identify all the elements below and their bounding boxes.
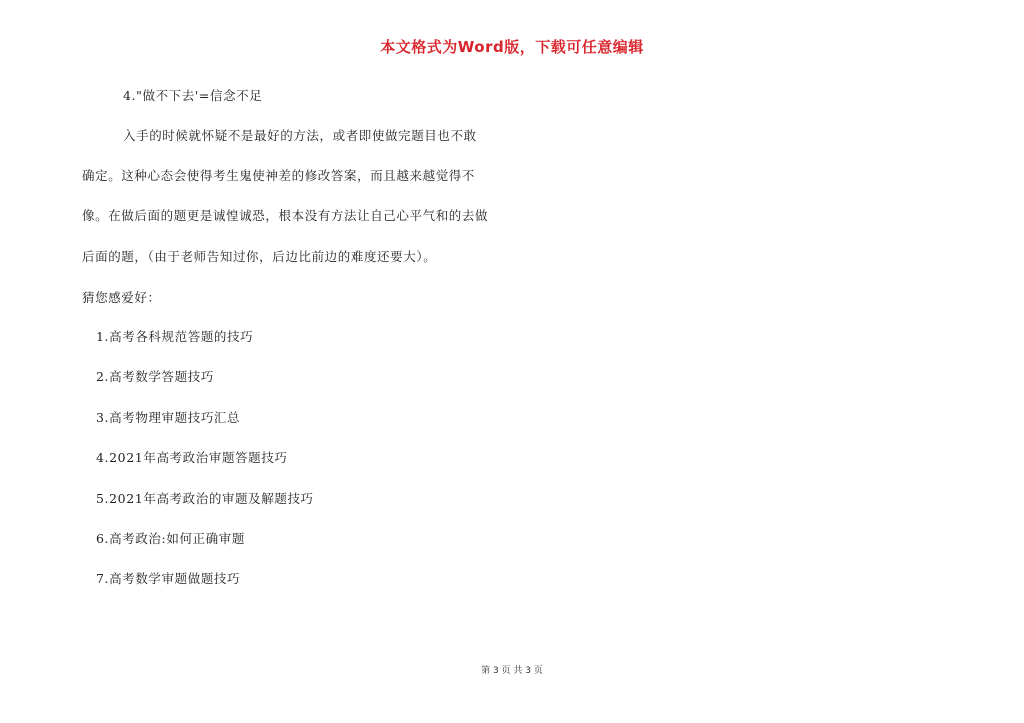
related-articles-title: 猜您感爱好： bbox=[82, 290, 161, 305]
related-article-link[interactable]: 1.高考各科规范答题的技巧 bbox=[96, 329, 254, 344]
related-article-link[interactable]: 5.2021年高考政治的审题及解题技巧 bbox=[96, 490, 314, 506]
paragraph-line: 像。在做后面的题更是诚惶诚恐，根本没有方法让自己心平气和的去做 bbox=[82, 208, 489, 223]
page-number: 第 3 页 共 3 页 bbox=[481, 666, 543, 676]
related-articles-list bbox=[96, 327, 314, 610]
related-article-link[interactable]: 7.高考数学审题做题技巧 bbox=[96, 571, 241, 587]
paragraph-line: 确定。这种心态会使得考生鬼使神差的修改答案，而且越来越觉得不 bbox=[82, 168, 476, 183]
related-article-link[interactable]: 3.高考物理审题技巧汇总 bbox=[96, 409, 241, 425]
related-article-link[interactable]: 6.高考政治:如何正确审题 bbox=[96, 530, 245, 546]
related-article-link[interactable]: 2.高考数学答题技巧 bbox=[96, 369, 214, 385]
section-heading: 4."做不下去'=信念不足 bbox=[123, 88, 263, 103]
paragraph-line: 入手的时候就怀疑不是最好的方法，或者即使做完题目也不敢 bbox=[123, 128, 477, 143]
related-article-link[interactable]: 4.2021年高考政治审题答题技巧 bbox=[96, 450, 288, 466]
paragraph-line: 后面的题，（由于老师告知过你，后边比前边的难度还要大）。 bbox=[82, 249, 437, 264]
download-banner: 本文格式为Word版，下载可任意编辑 bbox=[380, 38, 644, 56]
